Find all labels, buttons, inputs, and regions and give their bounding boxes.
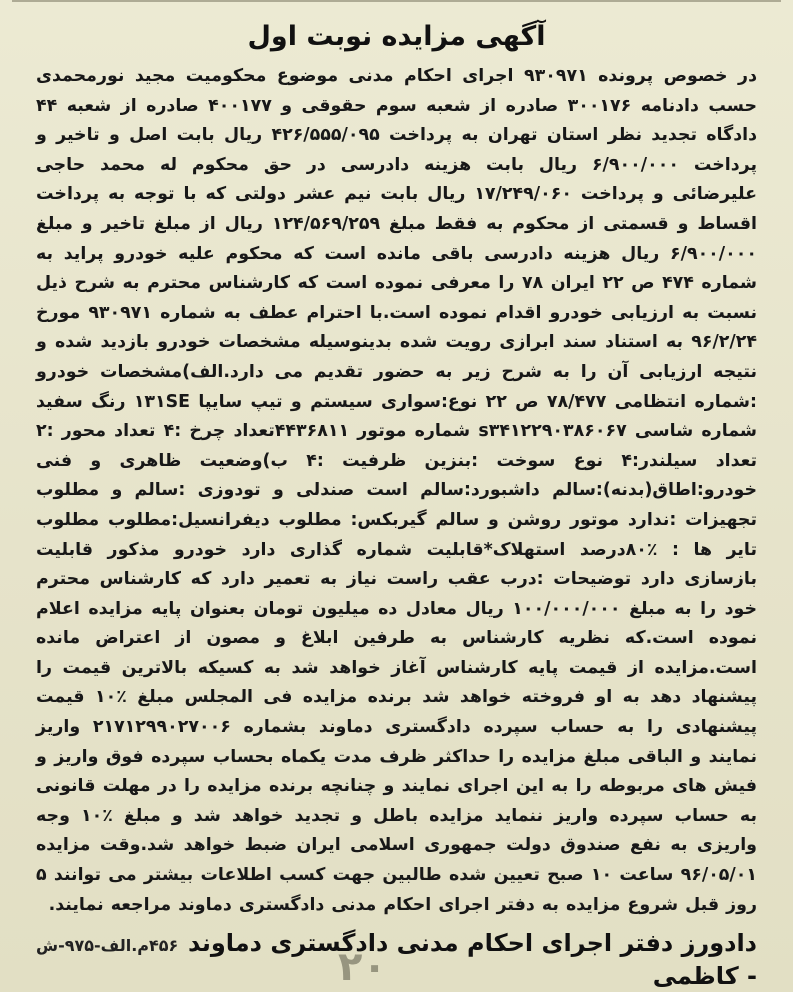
notice-body: در خصوص پرونده ۹۳۰۹۷۱ اجرای احکام مدنی موضوع محکومیت مجید نورمحمدی حسب دادنامه ۳۰۰۱۷۶ صادره از شعبه سوم حقوقی و ۴۰۰۱۷۷ صادره از شعبه ۴۴ دادگاه تجدید نظر استان تهران به پرداخت ۴۲۶/۵۵۵/۰۹۵ ریال بابت اصل و تاخیر و پرداخت ۶/۹۰۰/۰۰۰ ریال بابت هزینه دادرسی در حق محکوم له محمد حاجی علیرضائی و پرداخت ۱۷/۲۴۹/۰۶۰ ریال بابت نیم عشر دولتی که با توجه به پرداخت اقساط و قسمتی از محکوم به فقط مبلغ ۱۲۴/۵۶۹/۲۵۹ ریال از مبلغ تاخیر و مبلغ ۶/۹۰۰/۰۰۰ ریال هزینه دادرسی باقی مانده است که محکوم علیه خودرو پراید به شماره ۴۷۴ ص ۲۲ ایران ۷۸ را معرفی نموده است که کارشناس محترم به شرح ذیل نسبت به ارزیابی خودرو اقدام نموده است.با احترام عطف به شماره ۹۳۰۹۷۱ مورخ ۹۶/۲/۲۴ به استناد سند ابرازی رویت شده بدینوسیله مشخصات خودرو بازدید شده و نتیجه ارزیابی آن را به شرح زیر به حضور تقدیم می دارد.الف)مشخصات خودرو :شماره انتظامی ۷۸/۴۷۷ ص ۲۲ نوع:سواری سیستم و تیپ سایپا ۱۳۱SE رنگ سفید شماره شاسی s۳۴۱۲۲۹۰۳۸۶۰۶۷ شماره موتور ۴۴۳۶۸۱۱تعداد چرخ :۴ تعداد محور :۲ تعداد سیلندر:۴ نوع سوخت :بنزین ظرفیت :۴ ب)وضعیت ظاهری و فنی خودرو:اطاق(بدنه):سالم داشبورد:سالم است صندلی و تودوزی :سالم و مطلوب تجهیزات :ندارد موتور روشن و سالم گیربکس: مطلوب دیفرانسیل:مطلوب مطلوب تایر ها : ٪۸۰درصد استهلاک*قابلیت شماره گذاری دارد خودرو مذکور قابلیت بازسازی دارد توضیحات :درب عقب راست نیاز به تعمیر دارد که کارشناس محترم خود را به مبلغ ۱۰۰/۰۰۰/۰۰۰ ریال معادل ده میلیون تومان بعنوان پایه مزایده اعلام نموده است.که نظریه کارشناس به طرفین ابلاغ و مصون از اعتراض مانده است.مزایده از قیمت پایه کارشناس آغاز خواهد شد به کسیکه بالاترین قیمت را پیشنهاد دهد به او فروخته خواهد شد برنده مزایده فی المجلس مبلغ ٪۱۰ قیمت پیشنهادی را به حساب سپرده دادگستری دماوند بشماره ۲۱۷۱۲۹۹۰۲۷۰۰۶ واریز نمایند و الباقی مبلغ مزایده را حداکثر ظرف مدت یکماه بحساب سپرده فوق واریز و فیش های مربوطه را به این اجرای نمایند و چنانچه برنده مزایده را در مهلت قانونی به حساب سپرده واریز ننماید مزایده باطل و تجدید خواهد شد و مبلغ ٪۱۰ وجه واریزی به نفع صندوق دولت جمهوری اسلامی ایران ضبط خواهد شد.وقت مزایده ۹۶/۰۵/۰۱ ساعت ۱۰ صبح تعیین شده طالبین جهت کسب اطلاعات بیشتر می توانند ۵ روز قبل شروع مزایده به دفتر اجرای احکام مدنی دادگستری دماوند مراجعه نمایند. [36, 66, 758, 915]
notice-title: آگهی مزایده نوبت اول [247, 21, 546, 52]
signer-name: - کاظمی [652, 962, 757, 991]
clipping-border [12, 0, 781, 8]
signer-office: دادورز دفتر اجرای احکام مدنی دادگستری دماوند [187, 929, 757, 958]
page-mark: ۲۰ [338, 944, 387, 990]
notice-footer [36, 926, 757, 960]
notice-code: ۴۵۶م.الف-۹۷۵-ش [36, 936, 179, 956]
